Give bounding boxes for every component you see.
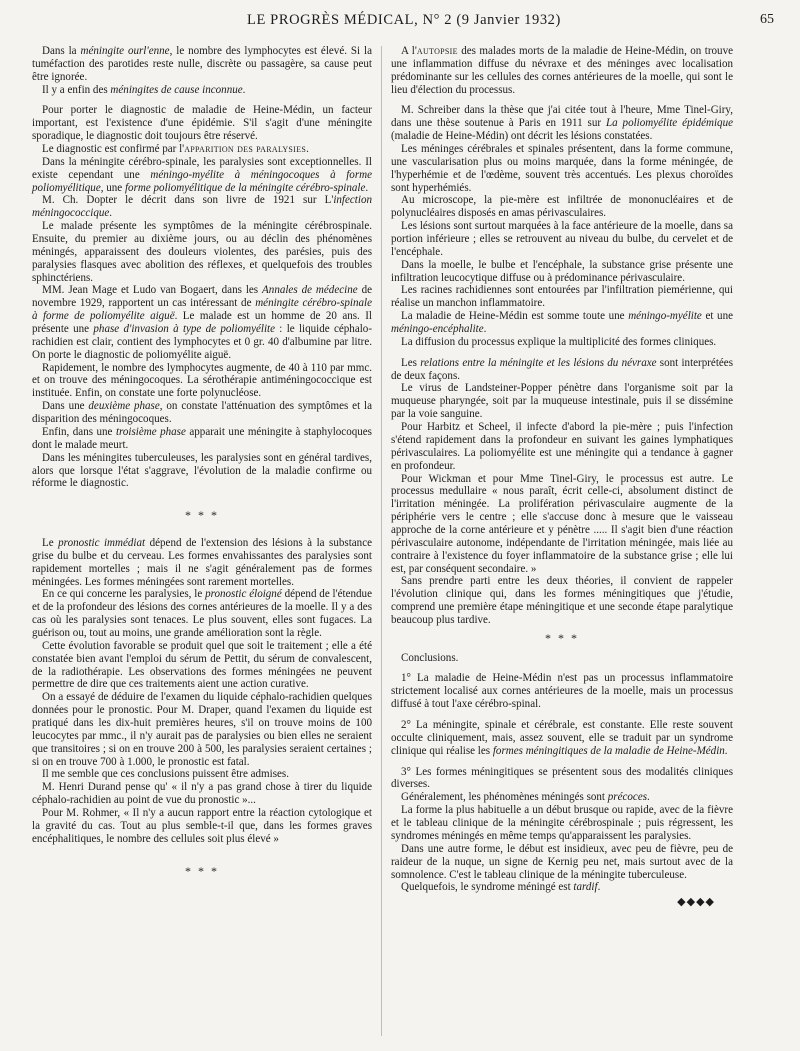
paragraph: Il me semble que ces conclusions puissent être admises. xyxy=(42,768,289,781)
paragraph: Le malade présente les symptômes de la méningite cérébrospinale. Ensuite, du premier au dixième jours, ou au déclin des phénomènes méningés, apparaissent des douleurs violentes, des parésies, puis des paralysies flasques avec abolition des réflexes, et quelquefois des troubles sphinctériens. xyxy=(32,220,372,284)
paragraph: Le pronostic immédiat dépend de l'extension des lésions à la substance grise du bulbe et du cerveau. Les formes envahissantes des paralysies sont rapidement mortelles ; mais il ne s'agit généralement pas de formes méningées. Les formes méningées sont rarement mortelles. xyxy=(32,537,372,588)
paragraph: On a essayé de déduire de l'examen du liquide céphalo-rachidien quelques données pour le pronostic. Pour M. Draper, quand l'examen du liquide est pratiqué dans les dix-huit premières heures, s'il on trouve moins de 100 leucocytes par mmc., il n'y aurait pas de paralysies ou bien elles ne seraient que transitoires ; si on en trouve 200 à 500, les paralysies seraient certaines ; si on en trouve 700 à 1.000, le pronostic est fatal. xyxy=(32,691,372,768)
paragraph: Les méninges cérébrales et spinales présentent, dans la forme commune, une vascularisation plus ou moins marquée, dans la forme méningée, de l'hyperhémie et de l'œdème, souvent très accentués. Les plexus choroïdes sont hyperhémiés. xyxy=(391,143,733,194)
paragraph: Dans les méningites tuberculeuses, les paralysies sont en général tardives, alors que lorsque l'état s'aggrave, l'évolution de la maladie confirme ou réforme le diagnostic. xyxy=(32,451,372,490)
paragraph: Pour M. Rohmer, « Il n'y a aucun rapport entre la réaction cytologique et la gravité du cas. Tout au plus semble-t-il que, dans les formes graves encéphalitiques, le nombre des cellules soit plus élevé » xyxy=(32,807,372,845)
right-column xyxy=(391,45,733,909)
paragraph: Rapidement, le nombre des lymphocytes augmente, de 40 à 110 par mmc. et on trouve des méningocoques. La sérothérapie antiméningococcique est instituée. Enfin, on constate une forte polynucléose. xyxy=(32,361,372,400)
column-divider xyxy=(381,46,382,1036)
paragraph: Dans une autre forme, le début est insidieux, avec peu de fièvre, peu de raideur de la nuque, un signe de Kernig peu net, mais surtout avec de la somnolence. C'est le tableau clinique de la méningite tuberculeuse. xyxy=(391,842,733,881)
conclusion-item: 3° Les formes méningitiques se présentent sous des modalités cliniques diverses. xyxy=(391,765,733,791)
paragraph: La diffusion du processus explique la multiplicité des formes cliniques. xyxy=(401,335,717,348)
paragraph: Pour Wickman et pour Mme Tinel-Giry, le processus est autre. Le processus medullaire « nous paraît, écrit celle-ci, absolument distinct de l'irritation méningée. La prolifération périvasculaire augmente de la périphérie vers le centre ; elle s'accuse donc à mesure que le vaisseau approche de la corne antérieure et y pénètre ..... Il s'agit bien d'une réaction périvasculaire autonome, indépendante de l'irritation méningée, mais liée au contraire à l'existence du foyer inflammatoire de la substance grise ; elle lui est, par conséquent secondaire. » xyxy=(391,472,733,575)
paragraph: A l'autopsie des malades morts de la maladie de Heine-Médin, on trouve une inflammation diffuse du névraxe et des méninges avec localisation prédominante sur les cellules des cornes antérieures de la moelle, qui sont le lieu d'élection du processus. xyxy=(391,45,733,96)
conclusion-item: 2° La méningite, spinale et cérébrale, est constante. Elle reste souvent occulte cliniquement, mais, assez souvent, elle se traduit par un syndrome clinique qui réalise les formes méningitiques de la maladie de Heine-Médin. xyxy=(391,719,733,757)
paragraph: Les lésions sont surtout marquées à la face antérieure de la moelle, dans sa portion inférieure ; elles se retrouvent au niveau du bulbe, du cervelet et de l'encéphale. xyxy=(391,220,733,258)
paragraph: Quelquefois, le syndrome méningé est tardif. xyxy=(401,881,601,894)
paragraph: Il y a enfin des méningites de cause inconnue. xyxy=(42,83,246,96)
page-number: 65 xyxy=(760,12,774,27)
end-ornament: ◆◆◆◆ xyxy=(677,896,715,909)
paragraph: Dans la moelle, le bulbe et l'encéphale, la substance grise présente une infiltration leucocytique diffuse ou à prédominance périvasculaire. xyxy=(391,258,733,284)
paragraph: La forme la plus habituelle a un début brusque ou rapide, avec de la fièvre et le tableau clinique de la méningite cérébrospinale ; puis régressent, les syndromes méningés en même temps qu'apparaissent les paralysies. xyxy=(391,804,733,842)
journal-title: LE PROGRÈS MÉDICAL, N° 2 (9 Janvier 1932) xyxy=(247,12,561,28)
paragraph: Dans la méningite cérébro-spinale, les paralysies sont exceptionnelles. Il existe cependant une méningo-myélite à méningocoques à forme poliomyélitique, une forme poliomyélitique de la méningite cérébro-spinale. xyxy=(32,155,372,194)
paragraph: Enfin, dans une troisième phase apparait une méningite à staphylocoques dont le malade meurt. xyxy=(32,425,372,451)
paragraph: Pour Harbitz et Scheel, il infecte d'abord la pie-mère ; puis l'infection s'étend rapidement dans la profondeur en suivant les gaines lymphatiques périvasculaires. La poliomyélite est une méningite qui a tendance à gagner en profondeur. xyxy=(391,421,733,472)
conclusions-heading: Conclusions. xyxy=(401,651,459,664)
paragraph: Le diagnostic est confirmé par l'apparition des paralysies. xyxy=(42,143,309,156)
left-column xyxy=(32,45,372,892)
paragraph: La maladie de Heine-Médin est somme toute une méningo-myélite et une méningo-encéphalite. xyxy=(391,310,733,336)
section-separator: * * * xyxy=(185,863,219,878)
paragraph: Dans la méningite ourl'enne, le nombre des lymphocytes est élevé. Si la tuméfaction des parotides reste nulle, discrète ou passagère, sa cause peut être ignorée. xyxy=(32,45,372,83)
paragraph: Pour porter le diagnostic de maladie de Heine-Médin, un facteur important, est l'existence d'une épidémie. S'il s'agit d'une méningite sporadique, le diagnostic doit toujours être réservé. xyxy=(32,104,372,143)
running-header xyxy=(34,6,774,30)
paragraph: Cette évolution favorable se produit quel que soit le traitement ; elle a été constatée bien avant l'emploi du sérum de Pettit, du sérum de convalescent, de la radiothérapie. Les observations des formes méningées ne peuvent permettre de dire que ces traitements aient une action curative. xyxy=(32,639,372,691)
paragraph: Les relations entre la méningite et les lésions du névraxe sont interprétées de deux façons. xyxy=(391,356,734,382)
paragraph: M. Henri Durand pense qu' « il n'y a pas grand chose à tirer du liquide céphalo-rachidien au point de vue du pronostic »... xyxy=(32,781,372,807)
paragraph: Sans prendre parti entre les deux théories, il convient de rappeler l'évolution clinique qui, dans les formes méningitiques que j'étudie, comprend une première étape méningitique et une seconde étape paralytique beaucoup plus tardive. xyxy=(391,575,733,626)
conclusion-item: 1° La maladie de Heine-Médin n'est pas un processus inflammatoire strictement localisé aux cornes antérieures de la moelle, mais un processus diffusé à tout l'axe cérébro-spinal. xyxy=(391,672,733,711)
paragraph: Au microscope, la pie-mère est infiltrée de mononucléaires et de polynucléaires disposés en amas périvasculaires. xyxy=(391,194,733,220)
paragraph: Généralement, les phénomènes méningés sont précoces. xyxy=(401,791,650,804)
section-separator: * * * xyxy=(545,630,579,645)
paragraph: Les racines rachidiennes sont entourées par l'infiltration piemérienne, qui réalise un manchon inflammatoire. xyxy=(391,284,733,310)
paragraph: Le virus de Landsteiner-Popper pénètre dans l'organisme soit par la muqueuse pharyngée, soit par la muqueuse intestinale, puis il se dissémine par la voie sanguine. xyxy=(391,382,733,421)
paragraph: M. Schreiber dans la thèse que j'ai citée tout à l'heure, Mme Tinel-Giry, dans une thèse soutenue à Paris en 1911 sur La poliomyélite épidémique (maladie de Heine-Médin) ont décrit les lésions constatées. xyxy=(391,104,733,143)
paragraph: En ce qui concerne les paralysies, le pronostic éloigné dépend de l'étendue et de la profondeur des lésions des cornes antérieures de la moelle. Il y a des cas où les paralysies sont tenaces. Le plus souvent, elles sont fugaces. La guérison ou, tout au moins, une grande amélioration sont la règle. xyxy=(32,588,372,640)
paragraph: M. Ch. Dopter le décrit dans son livre de 1921 sur L'infection méningococcique. xyxy=(32,194,372,220)
section-separator: * * * xyxy=(185,508,219,523)
paragraph: MM. Jean Mage et Ludo van Bogaert, dans les Annales de médecine de novembre 1929, rapportent un cas intéressant de méningite cérébro-spinale à forme de poliomyélite aiguë. Le malade est un homme de 20 ans. Il présente une phase d'invasion à type de poliomyélite : le liquide céphalo-rachidien est clair, contient des lymphocytes et 0 gr. 40 d'albumine par litre. On porte le diagnostic de poliomyélite aiguë. xyxy=(32,284,373,361)
paragraph: Dans une deuxième phase, on constate l'atténuation des symptômes et la disparition des méningocoques. xyxy=(32,400,372,426)
